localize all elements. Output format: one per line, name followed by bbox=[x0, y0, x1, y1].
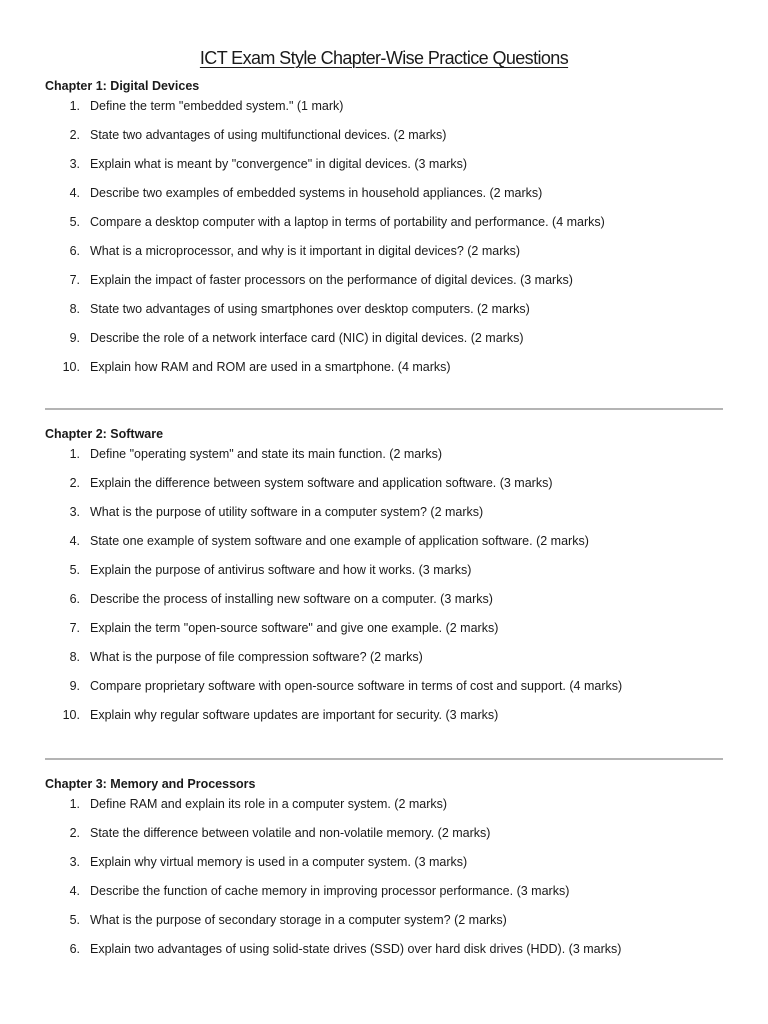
question-text: Compare a desktop computer with a laptop in terms of portability and performance. (4 marks) bbox=[90, 215, 605, 229]
chapter-heading: Chapter 1: Digital Devices bbox=[45, 79, 200, 93]
question-number: 2. bbox=[69, 826, 80, 840]
question-number: 9. bbox=[69, 679, 80, 693]
list-item bbox=[0, 619, 768, 648]
question-text: Explain the difference between system software and application software. (3 marks) bbox=[90, 476, 553, 490]
list-item bbox=[0, 532, 768, 561]
question-number: 7. bbox=[69, 273, 80, 287]
list-item bbox=[0, 300, 768, 329]
list-item bbox=[0, 590, 768, 619]
question-text: Describe the process of installing new software on a computer. (3 marks) bbox=[90, 592, 493, 606]
question-text: Explain why virtual memory is used in a computer system. (3 marks) bbox=[90, 855, 468, 869]
question-number: 1. bbox=[69, 99, 80, 113]
chapter-heading: Chapter 2: Software bbox=[45, 427, 164, 441]
list-item bbox=[0, 445, 768, 474]
page-title: ICT Exam Style Chapter-Wise Practice Questions bbox=[199, 48, 569, 68]
question-number: 5. bbox=[69, 913, 80, 927]
question-number: 4. bbox=[69, 884, 80, 898]
list-item bbox=[0, 561, 768, 590]
question-number: 2. bbox=[69, 476, 80, 490]
question-text: Explain two advantages of using solid-state drives (SSD) over hard disk drives (HDD). (3 marks) bbox=[90, 942, 622, 956]
question-text: Describe the role of a network interface card (NIC) in digital devices. (2 marks) bbox=[90, 331, 524, 345]
question-text: What is a microprocessor, and why is it important in digital devices? (2 marks) bbox=[90, 244, 521, 258]
list-item bbox=[0, 358, 768, 387]
question-number: 2. bbox=[69, 128, 80, 142]
question-number: 10. bbox=[62, 360, 80, 374]
list-item bbox=[0, 271, 768, 300]
question-text: Explain the term "open-source software" and give one example. (2 marks) bbox=[90, 621, 499, 635]
list-item bbox=[0, 126, 768, 155]
list-item bbox=[0, 184, 768, 213]
section-divider bbox=[45, 758, 723, 760]
list-item bbox=[0, 242, 768, 271]
question-text: Define "operating system" and state its main function. (2 marks) bbox=[90, 447, 443, 461]
question-number: 1. bbox=[69, 797, 80, 811]
question-text: What is the purpose of utility software in a computer system? (2 marks) bbox=[90, 505, 484, 519]
question-text: Describe two examples of embedded systems in household appliances. (2 marks) bbox=[90, 186, 543, 200]
list-item bbox=[0, 474, 768, 503]
question-number: 3. bbox=[69, 505, 80, 519]
chapter-heading: Chapter 3: Memory and Processors bbox=[45, 777, 256, 791]
question-number: 8. bbox=[69, 650, 80, 664]
question-number: 8. bbox=[69, 302, 80, 316]
question-text: State one example of system software and one example of application software. (2 marks) bbox=[90, 534, 589, 548]
question-number: 1. bbox=[69, 447, 80, 461]
question-text: Define RAM and explain its role in a computer system. (2 marks) bbox=[90, 797, 448, 811]
question-text: Describe the function of cache memory in improving processor performance. (3 marks) bbox=[90, 884, 570, 898]
list-item bbox=[0, 213, 768, 242]
list-item bbox=[0, 940, 768, 969]
question-number: 5. bbox=[69, 215, 80, 229]
list-item bbox=[0, 911, 768, 940]
question-text: State two advantages of using multifunctional devices. (2 marks) bbox=[90, 128, 447, 142]
list-item bbox=[0, 824, 768, 853]
question-number: 6. bbox=[69, 942, 80, 956]
list-item bbox=[0, 648, 768, 677]
list-item bbox=[0, 706, 768, 735]
question-list bbox=[0, 445, 768, 735]
question-text: What is the purpose of file compression software? (2 marks) bbox=[90, 650, 423, 664]
question-list bbox=[0, 795, 768, 969]
question-text: State two advantages of using smartphones over desktop computers. (2 marks) bbox=[90, 302, 530, 316]
question-number: 9. bbox=[69, 331, 80, 345]
question-text: Explain why regular software updates are important for security. (3 marks) bbox=[90, 708, 499, 722]
question-number: 3. bbox=[69, 157, 80, 171]
question-text: Explain the purpose of antivirus software and how it works. (3 marks) bbox=[90, 563, 472, 577]
question-text: State the difference between volatile and non-volatile memory. (2 marks) bbox=[90, 826, 491, 840]
question-list bbox=[0, 97, 768, 387]
question-number: 4. bbox=[69, 186, 80, 200]
list-item bbox=[0, 155, 768, 184]
list-item bbox=[0, 795, 768, 824]
question-number: 10. bbox=[62, 708, 80, 722]
section-divider bbox=[45, 408, 723, 410]
question-number: 4. bbox=[69, 534, 80, 548]
list-item bbox=[0, 329, 768, 358]
question-text: What is the purpose of secondary storage in a computer system? (2 marks) bbox=[90, 913, 507, 927]
list-item bbox=[0, 853, 768, 882]
list-item bbox=[0, 97, 768, 126]
question-number: 3. bbox=[69, 855, 80, 869]
question-text: Explain how RAM and ROM are used in a smartphone. (4 marks) bbox=[90, 360, 451, 374]
question-text: Explain the impact of faster processors on the performance of digital devices. (3 marks) bbox=[90, 273, 573, 287]
list-item bbox=[0, 503, 768, 532]
question-text: Define the term "embedded system." (1 mark) bbox=[90, 99, 344, 113]
question-number: 5. bbox=[69, 563, 80, 577]
question-number: 6. bbox=[69, 244, 80, 258]
question-text: Compare proprietary software with open-source software in terms of cost and support. (4 marks) bbox=[90, 679, 623, 693]
list-item bbox=[0, 677, 768, 706]
question-number: 6. bbox=[69, 592, 80, 606]
question-number: 7. bbox=[69, 621, 80, 635]
question-text: Explain what is meant by "convergence" in digital devices. (3 marks) bbox=[90, 157, 468, 171]
list-item bbox=[0, 882, 768, 911]
